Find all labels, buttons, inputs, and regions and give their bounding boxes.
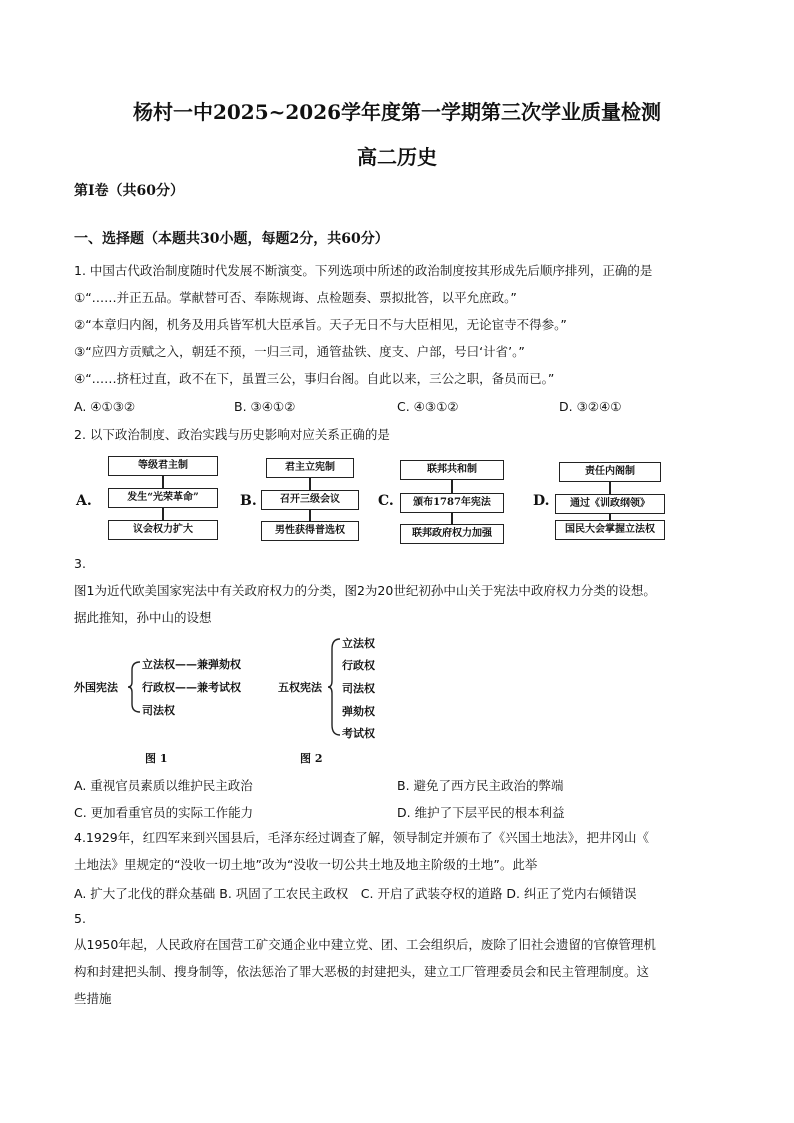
q1-item-3: ③“应四方贡赋之入，朝廷不预，一归三司，通管盐铁、度支、户部，号曰‘计省’。” — [74, 344, 525, 359]
fig1-root: 外国宪法 — [74, 681, 118, 694]
q2-b-box-3: 男性获得普选权 — [261, 521, 359, 541]
q2-d-box-2: 通过《训政纲领》 — [555, 494, 665, 514]
q2-a-box-3: 议会权力扩大 — [108, 520, 218, 540]
q2-b-box-2: 召开三级会议 — [261, 490, 359, 510]
section-heading: 一、选择题（本题共30小题，每题2分，共60分） — [74, 231, 389, 247]
q1-stem: 1. 中国古代政治制度随时代发展不断演变。下列选项中所述的政治制度按其形成先后顺序排列，正确的是 — [74, 263, 653, 278]
q2-option-c-letter: C. — [378, 493, 394, 509]
fig2-caption: 图 2 — [300, 752, 323, 765]
q1-option-b: B. ③④①② — [234, 399, 296, 414]
q2-stem: 2. 以下政治制度、政治实践与历史影响对应关系正确的是 — [74, 427, 390, 442]
q3-option-b: B. 避免了西方民主政治的弊端 — [397, 778, 564, 793]
fig2-brace — [328, 637, 342, 737]
fig2-branch-4: 弹劾权 — [342, 705, 375, 718]
q4-line1: 4.1929年，红四军来到兴国县后，毛泽东经过调查了解，领导制定并颁布了《兴国土地法》，把井冈山《 — [74, 830, 649, 845]
q1-item-1: ①“……并正五品。掌献替可否、奉陈规诲、点检题奏、票拟批答，以平允庶政。” — [74, 290, 517, 305]
q3-stem-line1: 图1为近代欧美国家宪法中有关政府权力的分类，图2为20世纪初孙中山关于宪法中政府权力分类的设想。 — [74, 583, 656, 598]
fig1-branch-2: 行政权——兼考试权 — [142, 681, 241, 694]
fig2-branch-2: 行政权 — [342, 659, 375, 672]
fig1-branch-1: 立法权——兼弹劾权 — [142, 658, 241, 671]
q5-line1: 从1950年起，人民政府在国营工矿交通企业中建立党、团、工会组织后，废除了旧社会遗留的官僚管理机 — [74, 937, 656, 952]
fig2-root: 五权宪法 — [278, 681, 322, 694]
q1-option-c: C. ④③①② — [397, 399, 459, 414]
q5-line2: 构和封建把头制、搜身制等，依法惩治了罪大恶极的封建把头，建立工厂管理委员会和民主管理制度。这 — [74, 964, 650, 979]
q4-options: A. 扩大了北伐的群众基础 B. 巩固了工农民主政权 C. 开启了武装夺权的道路 D. 纠正了党内右倾错误 — [74, 886, 637, 901]
q2-a-box-1: 等级君主制 — [108, 456, 218, 476]
fig1-caption: 图 1 — [145, 752, 168, 765]
fig2-branch-5: 考试权 — [342, 727, 375, 740]
fig1-brace — [128, 660, 142, 714]
fig1-branch-3: 司法权 — [142, 704, 175, 717]
q3-option-a: A. 重视官员素质以维护民主政治 — [74, 778, 253, 793]
q5-number: 5. — [74, 911, 86, 926]
q2-d-box-3: 国民大会掌握立法权 — [555, 520, 665, 540]
q1-item-2: ②“本章归内阁，机务及用兵皆军机大臣承旨。天子无日不与大臣相见，无论宦寺不得参。” — [74, 317, 567, 332]
fig2-branch-1: 立法权 — [342, 637, 375, 650]
fig2-branch-3: 司法权 — [342, 682, 375, 695]
q4-line2: 土地法》里规定的“没收一切土地”改为“没收一切公共土地及地主阶级的土地”。此举 — [74, 857, 538, 872]
exam-title: 杨村一中2025~2026学年度第一学期第三次学业质量检测 — [132, 100, 662, 124]
q2-c-box-1: 联邦共和制 — [400, 460, 504, 480]
q2-c-box-2: 颁布1787年宪法 — [400, 493, 504, 513]
q1-item-4: ④“……挤枉过直，政不在下，虽置三公，事归台阁。自此以来，三公之职，备员而已。” — [74, 371, 555, 386]
exam-subject: 高二历史 — [357, 145, 437, 169]
q2-option-a-letter: A. — [76, 493, 92, 509]
q2-b-box-1: 君主立宪制 — [266, 458, 354, 478]
q3-option-d: D. 维护了下层平民的根本利益 — [397, 805, 565, 820]
q2-a-box-2: 发生“光荣革命” — [108, 488, 218, 508]
q1-option-a: A. ④①③② — [74, 399, 136, 414]
q1-option-d: D. ③②④① — [559, 399, 622, 414]
part-heading: 第Ⅰ卷（共60分） — [74, 183, 185, 199]
q2-c-box-3: 联邦政府权力加强 — [400, 524, 504, 544]
q5-line3: 些措施 — [74, 991, 112, 1006]
q2-d-box-1: 责任内阁制 — [559, 462, 661, 482]
q3-option-c: C. 更加看重官员的实际工作能力 — [74, 805, 254, 820]
q3-stem-line2: 据此推知，孙中山的设想 — [74, 610, 212, 625]
q3-number: 3. — [74, 556, 86, 571]
q2-option-b-letter: B. — [240, 493, 257, 509]
q2-option-d-letter: D. — [533, 493, 550, 509]
